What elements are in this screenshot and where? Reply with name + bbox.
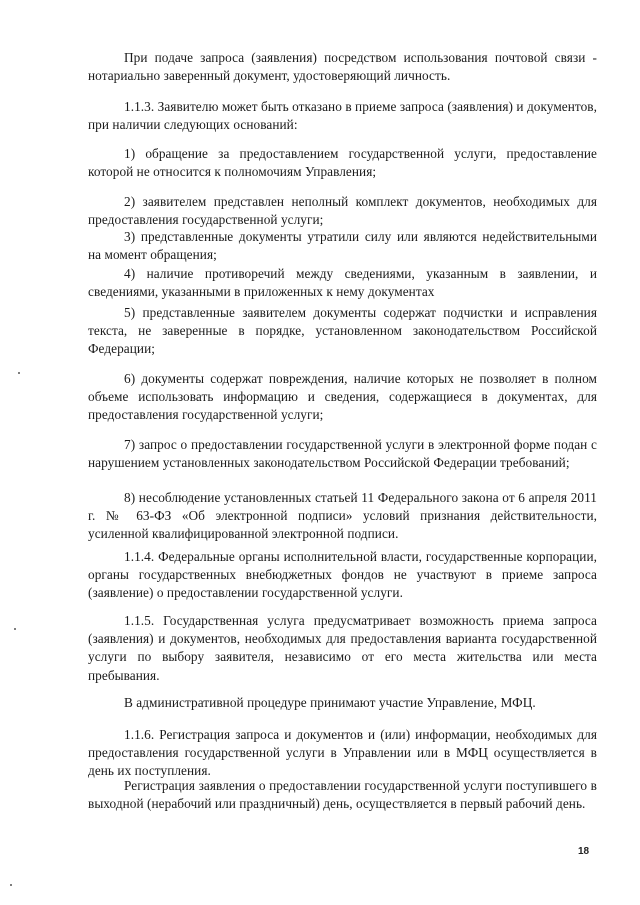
paragraph-postal-submission: При подаче запроса (заявления) посредством использования почтовой связи - нотариально заверенный документ, удостоверяющий личность.	[88, 50, 597, 84]
page-number: 18	[578, 846, 590, 857]
paragraph-registration-weekend: Регистрация заявления о предоставлении государственной услуги поступившего в выходной (нерабочий или праздничный) день, осуществляется в первый рабочий день.	[88, 778, 597, 812]
list-item-2: 2) заявителем представлен неполный комплект документов, необходимых для предоставления государственной услуги;	[88, 194, 597, 228]
list-item-4: 4) наличие противоречий между сведениями, указанным в заявлении, и сведениями, указанными в приложенных к нему документах	[88, 266, 597, 300]
list-item-3: 3) представленные документы утратили силу или являются недействительными на момент обращения;	[88, 229, 597, 263]
scan-speck	[10, 884, 12, 886]
scan-speck	[14, 628, 16, 630]
paragraph-1-1-4: 1.1.4. Федеральные органы исполнительной власти, государственные корпорации, органы государственных внебюджетных фондов не участвуют в приеме запроса (заявление) о предоставлении государственной услуги.	[88, 549, 597, 601]
paragraph-1-1-6: 1.1.6. Регистрация запроса и документов и (или) информации, необходимых для предоставления государственной услуги в Управлении или в МФЦ осуществляется в день их поступления.	[88, 727, 597, 779]
list-item-6: 6) документы содержат повреждения, наличие которых не позволяет в полном объеме использовать информацию и сведения, содержащиеся в документах, для предоставления государственной услуги;	[88, 371, 597, 423]
list-item-5: 5) представленные заявителем документы содержат подчистки и исправления текста, не заверенные в порядке, установленном законодательством Российской Федерации;	[88, 305, 597, 357]
list-item-7: 7) запрос о предоставлении государственной услуги в электронной форме подан с нарушением установленных законодательством Российской Федерации требований;	[88, 437, 597, 471]
paragraph-1-1-5: 1.1.5. Государственная услуга предусматривает возможность приема запроса (заявления) и документов, необходимых для предоставления варианта государственной услуги по выбору заявителя, независимо от его места жительства или места пребывания.	[88, 613, 597, 683]
list-item-8: 8) несоблюдение установленных статьей 11 Федерального закона от 6 апреля 2011 г. № 63-ФЗ «Об электронной подписи» условий признания действительности, усиленной квалифицированной электронной подписи.	[88, 490, 597, 542]
scan-speck	[18, 372, 20, 374]
paragraph-1-1-3: 1.1.3. Заявителю может быть отказано в приеме запроса (заявления) и документов, при наличии следующих оснований:	[88, 99, 597, 133]
list-item-1: 1) обращение за предоставлением государственной услуги, предоставление которой не относится к полномочиям Управления;	[88, 146, 597, 180]
paragraph-admin-procedure: В административной процедуре принимают участие Управление, МФЦ.	[124, 695, 536, 710]
